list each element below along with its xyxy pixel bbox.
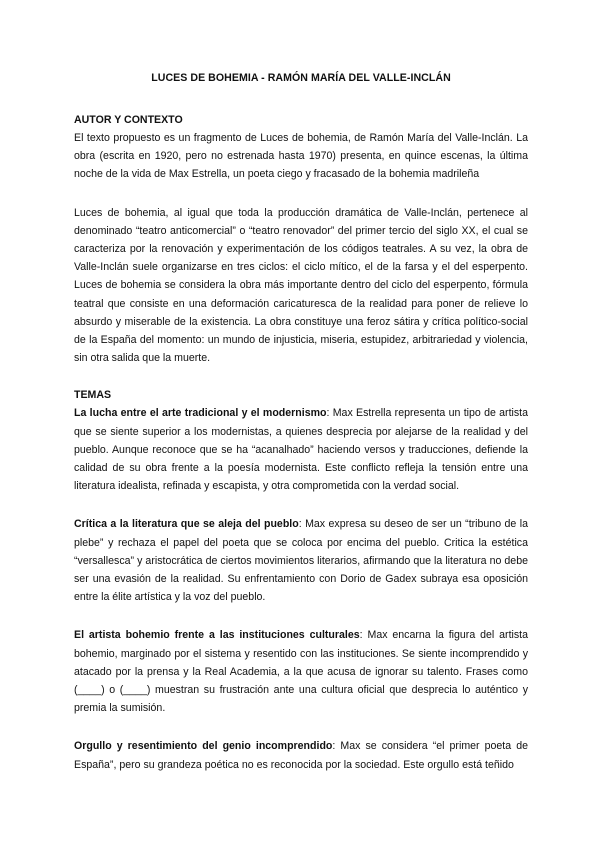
- theme-lead: Crítica a la literatura que se aleja del pueblo: [74, 518, 299, 531]
- paragraph: El texto propuesto es un fragmento de Luces de bohemia, de Ramón María del Valle-Inclán. La obra (escrita en 1920, pero no estrenada hasta 1970) presenta, en quince escenas, la última noche de la vida de Max Estrella, un poeta ciego y fracasado de la bohemia madrileña: [74, 132, 528, 181]
- theme-text: : Max se considera “el primer poeta de España”, pero su grandeza poética no es reconocida por la sociedad. Este orgullo está teñido: [74, 740, 528, 771]
- theme-text: : Max Estrella representa un tipo de artista que se siente superior a los modernistas, a quienes desprecia por alejarse de la realidad y del pueblo. Aunque reconoce que se ha “acanalhado” haciendo versos y traducciones, defiende la calidad de su obra frente a la poesía modernista. Este conflicto refleja la tensión entre una literatura idealista, refinada y escapista, y otra comprometida con la verdad social.: [74, 407, 529, 493]
- theme-lead: Orgullo y resentimiento del genio incomprendido: [74, 740, 333, 753]
- theme-lead: El artista bohemio frente a las instituciones culturales: [74, 629, 360, 642]
- theme-lead: La lucha entre el arte tradicional y el modernismo: [74, 407, 327, 420]
- section-temas: [74, 387, 528, 773]
- theme-paragraph: [74, 515, 528, 606]
- section-autor-contexto: [74, 112, 528, 367]
- document-title: LUCES DE BOHEMIA - RAMÓN MARÍA DEL VALLE-INCLÁN: [151, 72, 451, 84]
- theme-paragraph: [74, 737, 528, 773]
- theme-paragraph: [74, 404, 528, 495]
- theme-paragraph: [74, 626, 528, 717]
- section-heading: TEMAS: [74, 389, 112, 402]
- paragraph: Luces de bohemia, al igual que toda la producción dramática de Valle-Inclán, pertenece al denominado “teatro anticomercial” o “teatro renovador” del primer tercio del siglo XX, el cual se caracteriza por la renovación y experimentación de los códigos teatrales. A su vez, la obra de Valle-Inclán suele organizarse en tres ciclos: el ciclo mítico, el de la farsa y el del esperpento. Luces de bohemia se considera la obra más importante dentro del ciclo del esperpento, fórmula teatral que consiste en una deformación caricaturesca de la realidad para poner de relieve lo absurdo y miserable de la existencia. La obra constituye una feroz sátira y crítica político-social de la España del momento: un mundo de injusticia, miseria, estupidez, arbitrariedad y violencia, sin otra salida que la muerte.: [74, 206, 528, 365]
- theme-text: : Max encarna la figura del artista bohemio, marginado por el sistema y resentido con las instituciones. Se siente incomprendido y atacado por la prensa y la Real Academia, a la que acusa de ignorar su talento. Frases como (____) o (____) muestran su frustración ante una cultura oficial que desprecia lo auténtico y premia la sumisión.: [74, 629, 528, 715]
- section-heading: AUTOR Y CONTEXTO: [74, 114, 183, 126]
- theme-text: : Max expresa su deseo de ser un “tribuno de la plebe” y rechaza el papel del poeta que se coloca por encima del pueblo. Critica la estética “versallesca” y aristocrática de ciertos movimientos literarios, afirmando que la literatura no debe ser una evasión de la realidad. Su enfrentamiento con Dorio de Gadex subraya esa oposición entre la élite artística y la voz del pueblo.: [74, 518, 528, 604]
